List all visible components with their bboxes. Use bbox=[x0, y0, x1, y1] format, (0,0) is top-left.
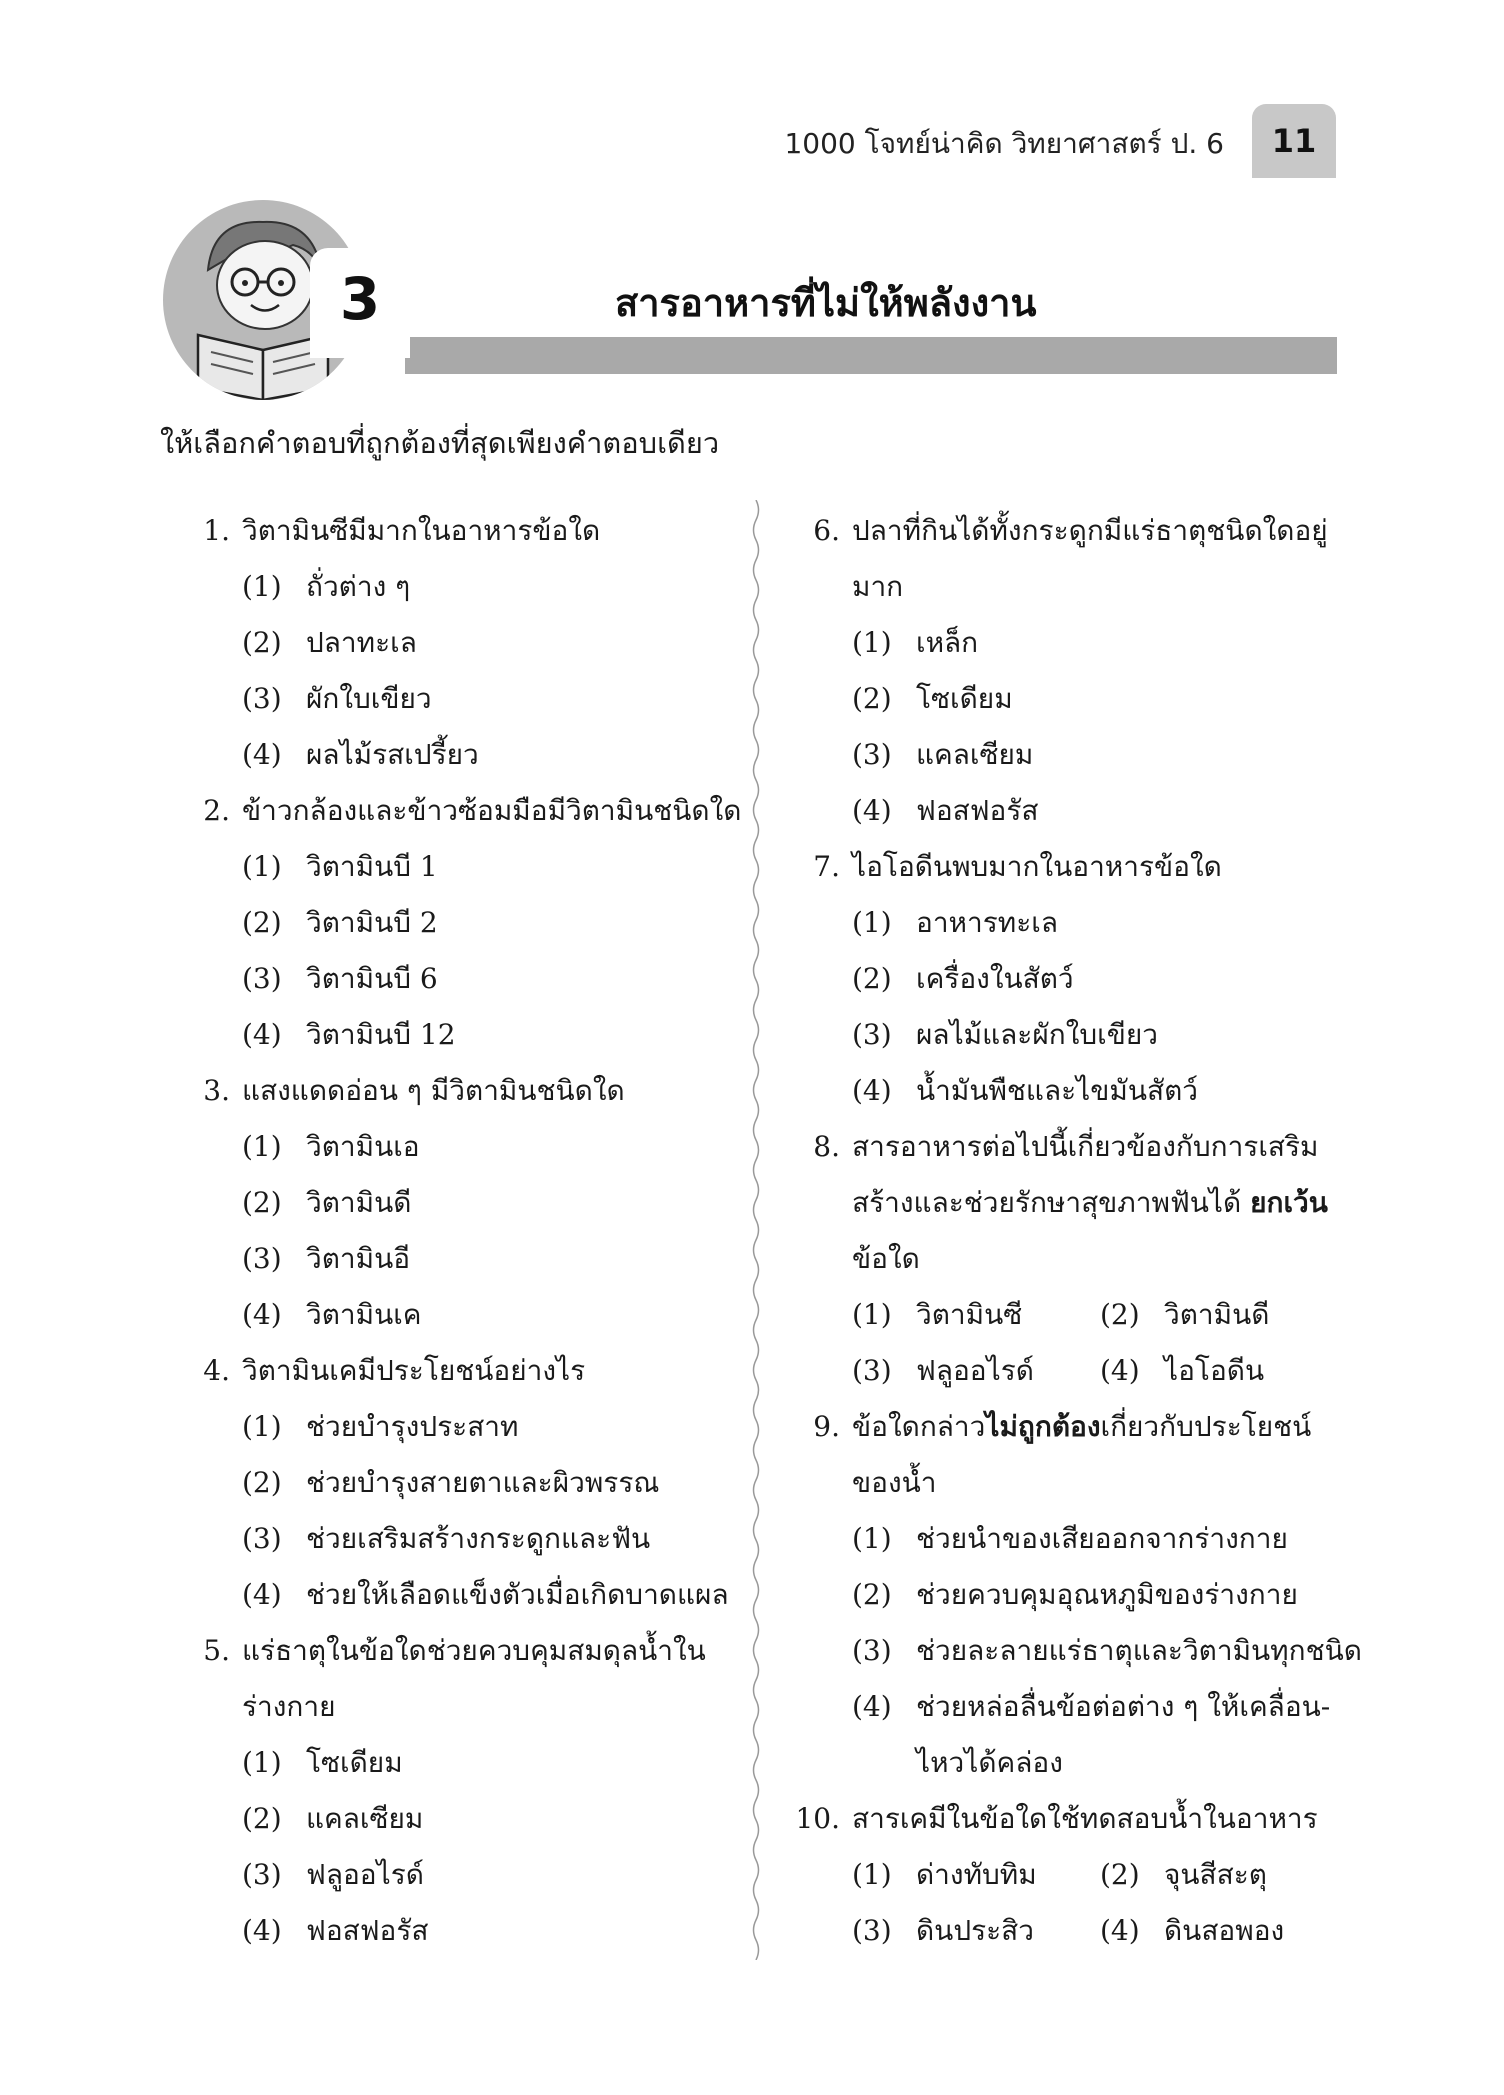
question-text: วิตามินซีมีมากในอาหารข้อใด bbox=[242, 514, 601, 547]
option: (3) ผักใบเขียว bbox=[242, 682, 432, 715]
page-number-badge: 11 bbox=[1252, 104, 1336, 178]
option: (4) ฟอสฟอรัส bbox=[242, 1914, 429, 1947]
option-row: (3) ดินประสิว (4) ดินสอพอง bbox=[852, 1914, 1285, 1947]
question-text: ข้าวกล้องและข้าวซ้อมมือมีวิตามินชนิดใด bbox=[242, 794, 742, 827]
question-3: 3. แสงแดดอ่อน ๆ มีวิตามินชนิดใด bbox=[180, 1063, 740, 1119]
option: (3) วิตามินบี 6 bbox=[242, 962, 438, 995]
question-text-continued: ของน้ำ bbox=[852, 1466, 937, 1499]
option: (1) เหล็ก bbox=[852, 626, 979, 659]
chapter-title: สารอาหารที่ไม่ให้พลังงาน bbox=[615, 281, 1037, 325]
question-1: 1. วิตามินซีมีมากในอาหารข้อใด bbox=[180, 503, 740, 559]
option: (4) ช่วยให้เลือดแข็งตัวเมื่อเกิดบาดแผล bbox=[242, 1578, 729, 1611]
questions-left-column bbox=[180, 503, 740, 1959]
option: (2) แคลเซียม bbox=[242, 1802, 424, 1835]
emphasis: ไม่ถูกต้อง bbox=[985, 1410, 1101, 1443]
chapter-number: 3 bbox=[339, 265, 381, 333]
option-row: (3) ฟลูออไรด์ (4) ไอโอดีน bbox=[852, 1354, 1265, 1387]
option: (1) วิตามินเอ bbox=[242, 1130, 420, 1163]
book-title: 1000 โจทย์น่าคิด วิทยาศาสตร์ ป. 6 bbox=[784, 127, 1224, 160]
option: (2) ช่วยควบคุมอุณหภูมิของร่างกาย bbox=[852, 1578, 1298, 1611]
question-text: แสงแดดอ่อน ๆ มีวิตามินชนิดใด bbox=[242, 1074, 625, 1107]
question-5: 5. แร่ธาตุในข้อใดช่วยควบคุมสมดุลน้ำใน bbox=[180, 1623, 740, 1679]
option: (1) โซเดียม bbox=[242, 1746, 403, 1779]
instruction-text: ให้เลือกคำตอบที่ถูกต้องที่สุดเพียงคำตอบเดียว bbox=[160, 426, 720, 460]
option: (3) แคลเซียม bbox=[852, 738, 1034, 771]
option-row: (1) วิตามินซี (2) วิตามินดี bbox=[852, 1298, 1270, 1331]
option: (2) โซเดียม bbox=[852, 682, 1013, 715]
option: (4) วิตามินบี 12 bbox=[242, 1018, 456, 1051]
option-row: (1) ด่างทับทิม (2) จุนสีสะตุ bbox=[852, 1858, 1267, 1891]
emphasis: ยกเว้น bbox=[1250, 1186, 1328, 1219]
question-text: ปลาที่กินได้ทั้งกระดูกมีแร่ธาตุชนิดใดอยู่ bbox=[852, 514, 1328, 547]
option: (1) ถั่วต่าง ๆ bbox=[242, 570, 411, 603]
option: (1) ช่วยบำรุงประสาท bbox=[242, 1410, 519, 1443]
option: (2) ช่วยบำรุงสายตาและผิวพรรณ bbox=[242, 1466, 660, 1499]
option: (4) วิตามินเค bbox=[242, 1298, 422, 1331]
question-text: ข้อใดกล่าวไม่ถูกต้องเกี่ยวกับประโยชน์ bbox=[852, 1410, 1312, 1443]
option-continued: ไหวได้คล่อง bbox=[916, 1746, 1063, 1779]
option: (1) อาหารทะเล bbox=[852, 906, 1058, 939]
option: (4) น้ำมันพืชและไขมันสัตว์ bbox=[852, 1074, 1198, 1107]
option: (4) ช่วยหล่อลื่นข้อต่อต่าง ๆ ให้เคลื่อน- bbox=[852, 1690, 1331, 1723]
option: (3) ช่วยละลายแร่ธาตุและวิตามินทุกชนิด bbox=[852, 1634, 1362, 1667]
question-text-continued: ข้อใด bbox=[852, 1242, 920, 1275]
question-text-continued: ร่างกาย bbox=[242, 1690, 336, 1723]
option: (4) ผลไม้รสเปรี้ยว bbox=[242, 738, 479, 771]
question-10: 10. สารเคมีในข้อใดใช้ทดสอบน้ำในอาหาร bbox=[790, 1791, 1350, 1847]
option: (2) เครื่องในสัตว์ bbox=[852, 962, 1074, 995]
question-text: ไอโอดีนพบมากในอาหารข้อใด bbox=[852, 850, 1222, 883]
option: (4) ฟอสฟอรัส bbox=[852, 794, 1039, 827]
question-text: สารอาหารต่อไปนี้เกี่ยวข้องกับการเสริม bbox=[852, 1130, 1319, 1163]
option: (2) วิตามินบี 2 bbox=[242, 906, 438, 939]
option: (2) วิตามินดี bbox=[242, 1186, 412, 1219]
option: (3) วิตามินอี bbox=[242, 1242, 411, 1275]
questions-right-column bbox=[790, 503, 1362, 1959]
question-6: 6. ปลาที่กินได้ทั้งกระดูกมีแร่ธาตุชนิดใดอยู่ bbox=[790, 503, 1350, 559]
option: (2) ปลาทะเล bbox=[242, 626, 417, 659]
question-text-continued: มาก bbox=[852, 570, 904, 603]
question-text: แร่ธาตุในข้อใดช่วยควบคุมสมดุลน้ำใน bbox=[242, 1634, 706, 1667]
question-text-continued: สร้างและช่วยรักษาสุขภาพฟันได้ ยกเว้น bbox=[852, 1186, 1328, 1219]
question-7: 7. ไอโอดีนพบมากในอาหารข้อใด bbox=[790, 839, 1350, 895]
option: (3) ผลไม้และผักใบเขียว bbox=[852, 1018, 1158, 1051]
question-2: 2. ข้าวกล้องและข้าวซ้อมมือมีวิตามินชนิดใด bbox=[180, 783, 740, 839]
option: (3) ช่วยเสริมสร้างกระดูกและฟัน bbox=[242, 1522, 651, 1555]
option: (1) วิตามินบี 1 bbox=[242, 850, 438, 883]
column-divider bbox=[750, 500, 762, 1960]
question-8: 8. สารอาหารต่อไปนี้เกี่ยวข้องกับการเสริม bbox=[790, 1119, 1350, 1175]
option: (1) ช่วยนำของเสียออกจากร่างกาย bbox=[852, 1522, 1288, 1555]
question-4: 4. วิตามินเคมีประโยชน์อย่างไร bbox=[180, 1343, 740, 1399]
question-9: 9. ข้อใดกล่าวไม่ถูกต้องเกี่ยวกับประโยชน์ bbox=[790, 1399, 1350, 1455]
chapter-banner-bar bbox=[405, 337, 1337, 374]
question-text: สารเคมีในข้อใดใช้ทดสอบน้ำในอาหาร bbox=[852, 1802, 1318, 1835]
question-text: วิตามินเคมีประโยชน์อย่างไร bbox=[242, 1354, 586, 1387]
option: (3) ฟลูออไรด์ bbox=[242, 1858, 424, 1891]
